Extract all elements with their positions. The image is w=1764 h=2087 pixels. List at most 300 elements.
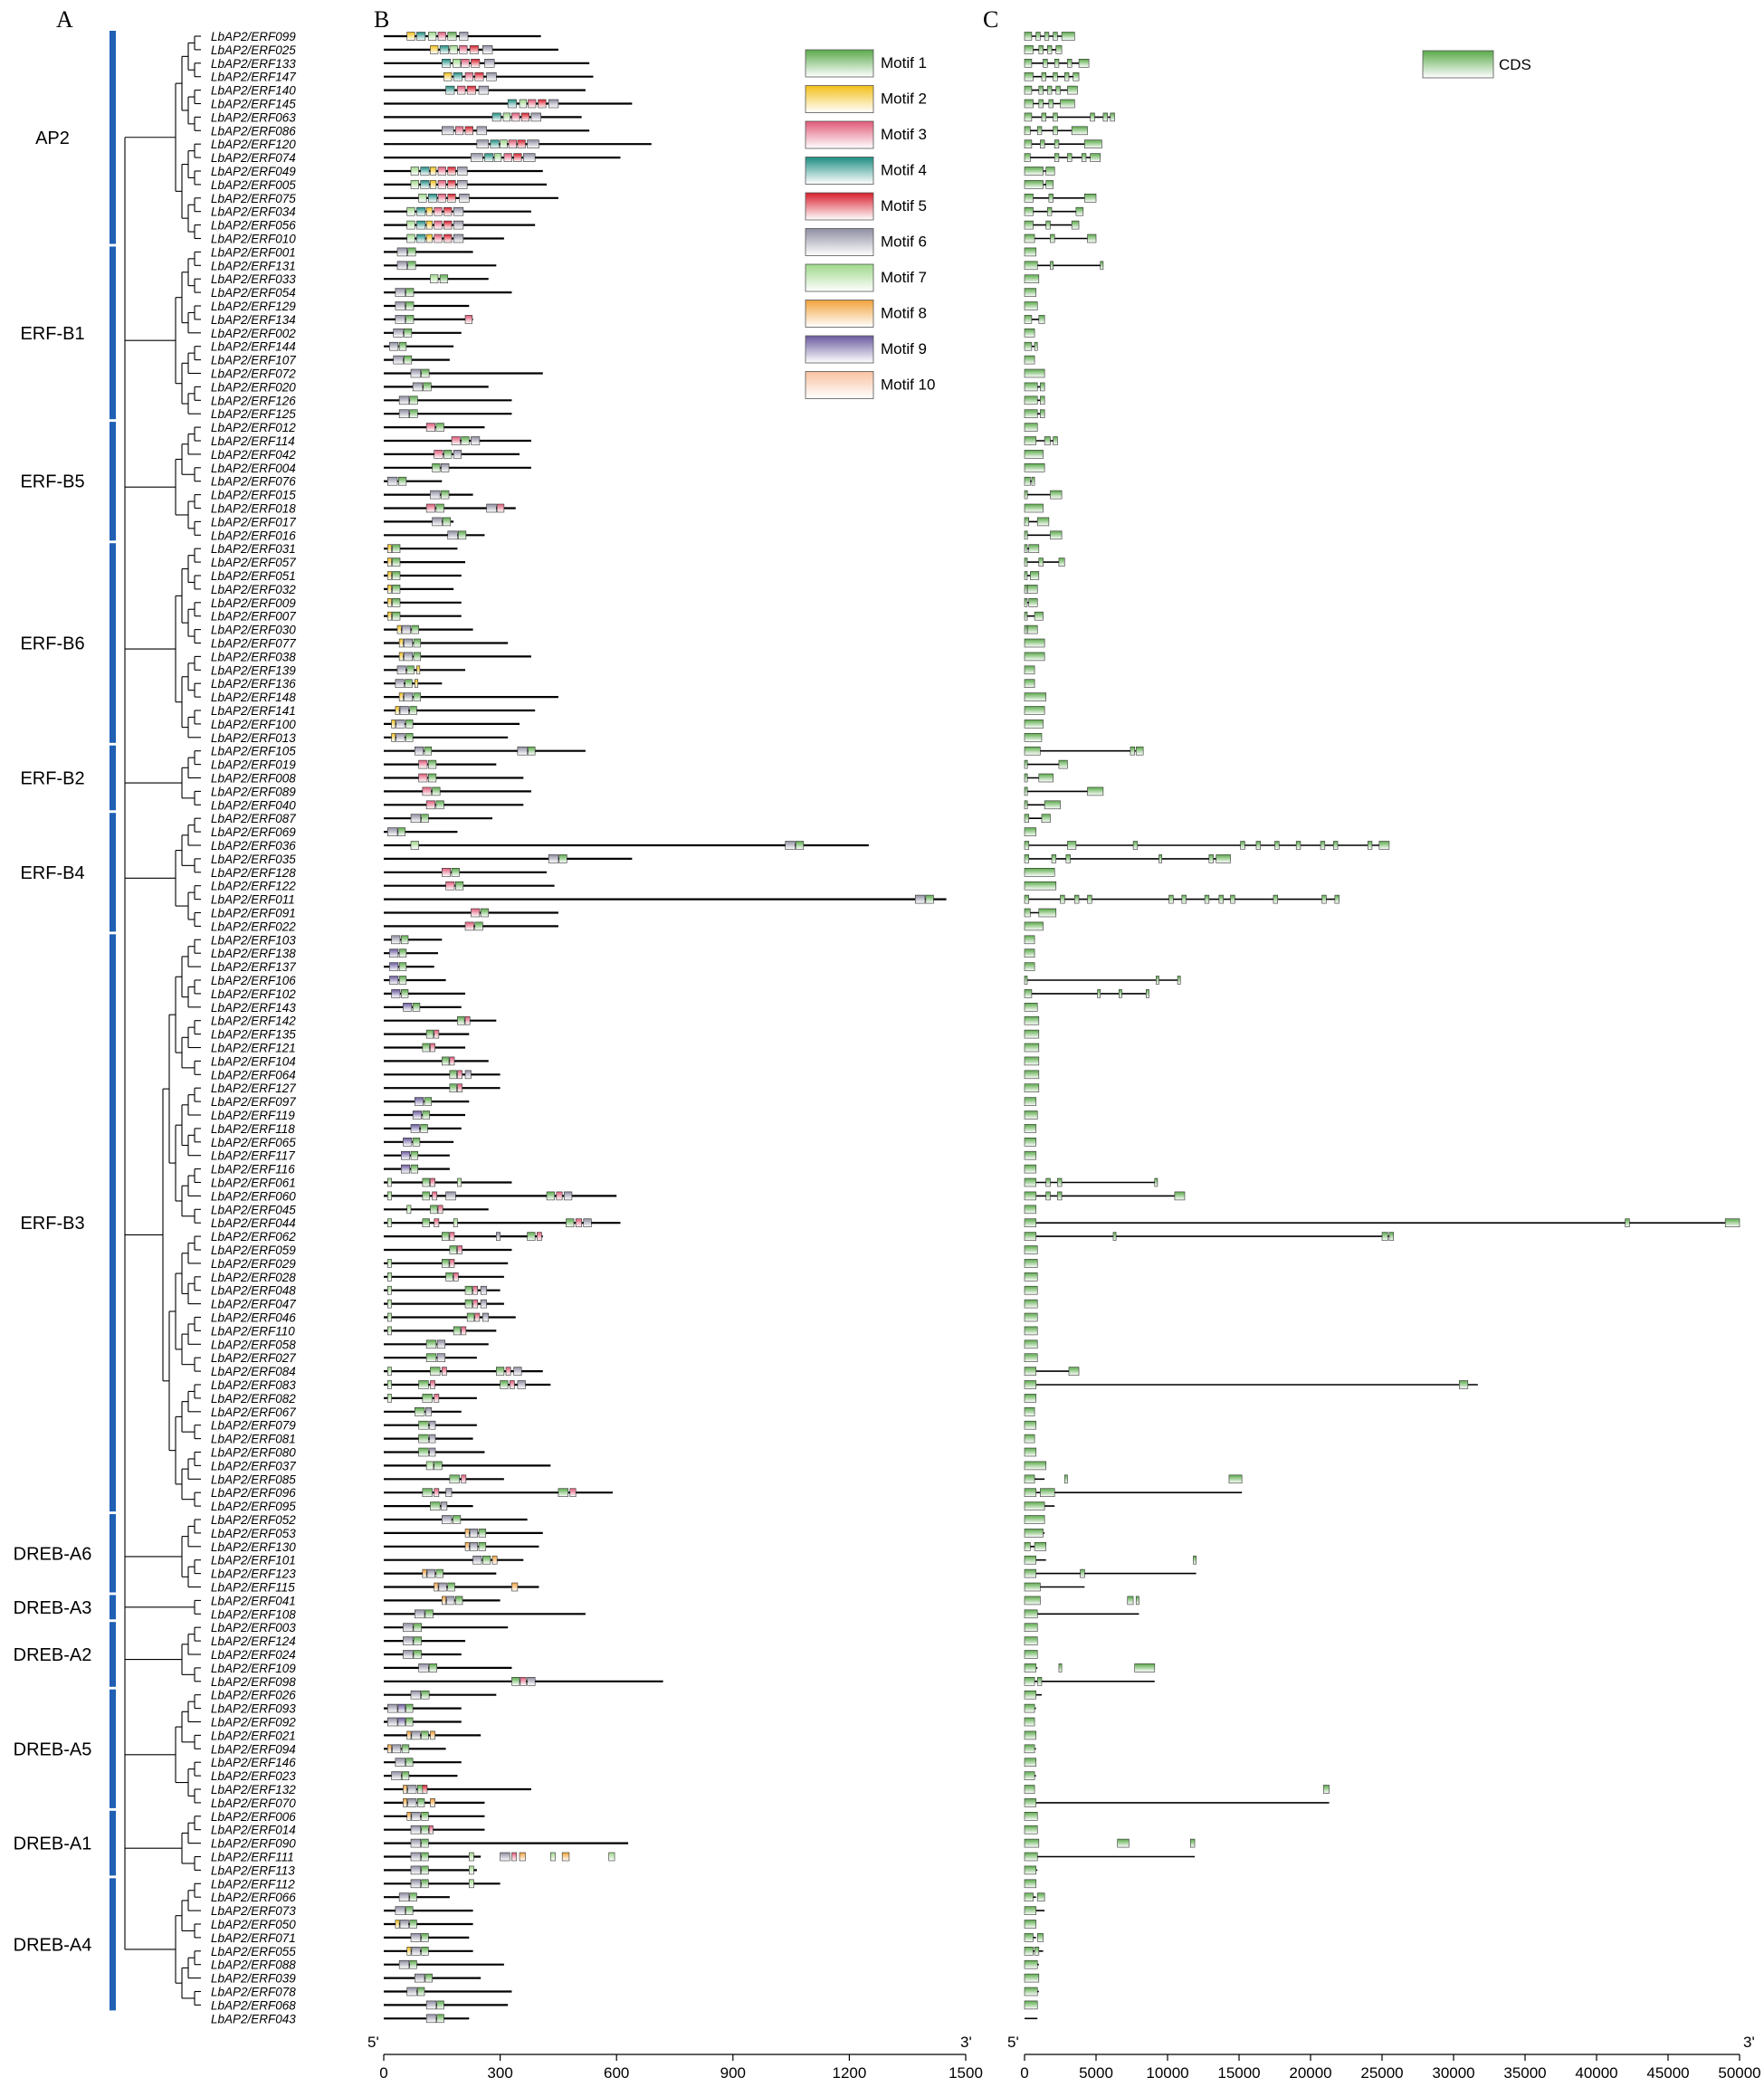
cds-box bbox=[1067, 842, 1075, 850]
motif-box-7 bbox=[411, 167, 419, 176]
motif-box-1 bbox=[410, 1893, 417, 1901]
gene-label: LbAP2/ERF069 bbox=[211, 825, 296, 840]
cds-box bbox=[1136, 1596, 1139, 1605]
cds-box bbox=[1040, 396, 1044, 405]
motif-box-6 bbox=[457, 180, 467, 188]
gene-label: LbAP2/ERF104 bbox=[211, 1054, 296, 1069]
cds-box bbox=[1025, 558, 1027, 567]
cds-box bbox=[1072, 127, 1087, 135]
legend-swatch-9 bbox=[806, 336, 873, 363]
motif-box-1 bbox=[465, 1286, 472, 1294]
motif-box-2 bbox=[443, 72, 452, 81]
cds-box bbox=[1025, 424, 1037, 432]
motif-box-6 bbox=[411, 1866, 421, 1874]
motif-box-6 bbox=[411, 1825, 421, 1834]
motif-box-1 bbox=[458, 531, 466, 539]
motif-box-6 bbox=[399, 1960, 409, 1968]
cds-box bbox=[1025, 1772, 1035, 1780]
motif-box-1 bbox=[407, 666, 415, 674]
motif-box-1 bbox=[566, 1219, 574, 1227]
gene-label: LbAP2/ERF057 bbox=[211, 556, 296, 570]
cds-box bbox=[1178, 977, 1180, 985]
motif-box-6 bbox=[411, 815, 421, 823]
cds-box bbox=[1025, 1624, 1037, 1632]
legend-swatch-4 bbox=[806, 157, 873, 185]
cds-box bbox=[1037, 1677, 1042, 1685]
motif-box-7 bbox=[407, 221, 415, 229]
motif-box-1 bbox=[426, 1030, 434, 1038]
motif-box-6 bbox=[403, 1624, 413, 1632]
cds-box bbox=[1025, 625, 1027, 634]
motif-box-1 bbox=[392, 612, 400, 620]
cds-box bbox=[1025, 936, 1035, 944]
motif-box-4 bbox=[453, 72, 462, 81]
motif-box-1 bbox=[423, 1394, 433, 1402]
motif-box-6 bbox=[584, 1219, 592, 1227]
gene-label: LbAP2/ERF145 bbox=[211, 97, 296, 111]
gene-label: LbAP2/ERF064 bbox=[211, 1068, 296, 1082]
cds-box bbox=[1025, 450, 1044, 458]
motif-box-3 bbox=[537, 1233, 541, 1241]
cds-box bbox=[1046, 180, 1054, 188]
cds-box bbox=[1025, 1421, 1036, 1429]
motif-box-6 bbox=[396, 289, 405, 297]
cds-box bbox=[1256, 842, 1261, 850]
cds-box bbox=[1025, 693, 1046, 701]
axis-b bbox=[367, 2034, 983, 2082]
motif-box-3 bbox=[457, 1071, 462, 1079]
cds-box bbox=[1039, 100, 1044, 108]
axis-b-tick-label: 1200 bbox=[832, 2064, 867, 2082]
gene-label: LbAP2/ERF115 bbox=[211, 1580, 295, 1595]
motif-box-6 bbox=[915, 895, 925, 903]
motif-box-1 bbox=[442, 1057, 449, 1065]
gene-label: LbAP2/ERF135 bbox=[211, 1027, 296, 1042]
cds-box bbox=[1025, 733, 1042, 741]
cds-box bbox=[1046, 1178, 1051, 1186]
motif-box-7 bbox=[450, 45, 458, 53]
motif-box-6 bbox=[442, 1516, 452, 1524]
cds-box bbox=[1025, 1246, 1037, 1254]
motif-box-8 bbox=[562, 1853, 569, 1861]
motif-box-7 bbox=[387, 1368, 391, 1376]
gene-label: LbAP2/ERF124 bbox=[211, 1634, 296, 1649]
motif-box-6 bbox=[396, 719, 405, 728]
motif-box-6 bbox=[786, 842, 796, 850]
motif-box-1 bbox=[475, 922, 483, 930]
motif-box-1 bbox=[392, 585, 400, 593]
gene-label: LbAP2/ERF081 bbox=[211, 1432, 296, 1446]
gene-label: LbAP2/ERF132 bbox=[211, 1783, 296, 1796]
motif-box-6 bbox=[496, 1233, 500, 1241]
motif-box-1 bbox=[405, 719, 413, 728]
cds-box bbox=[1025, 1111, 1037, 1120]
gene-label: LbAP2/ERF030 bbox=[211, 623, 296, 637]
cds-box bbox=[1275, 842, 1280, 850]
motif-box-1 bbox=[453, 1516, 461, 1524]
motif-box-6 bbox=[397, 666, 405, 674]
motif-box-6 bbox=[411, 1880, 421, 1888]
cds-box bbox=[1025, 1987, 1037, 1996]
cds-box bbox=[1025, 1448, 1036, 1456]
motif-box-1 bbox=[422, 1691, 430, 1699]
cds-box bbox=[1626, 1219, 1630, 1227]
legend-label: Motif 6 bbox=[881, 233, 928, 251]
motif-box-5 bbox=[443, 207, 452, 215]
motif-box-6 bbox=[482, 1313, 488, 1321]
gene-label: LbAP2/ERF024 bbox=[211, 1648, 296, 1662]
motif-box-3 bbox=[511, 113, 520, 121]
cds-box bbox=[1209, 854, 1214, 862]
motif-box-6 bbox=[441, 1502, 446, 1510]
gene-label: LbAP2/ERF143 bbox=[211, 1000, 296, 1015]
axis-b-tick-label: 300 bbox=[487, 2064, 513, 2082]
motif-box-7 bbox=[453, 1219, 457, 1227]
motif-box-6 bbox=[403, 1637, 413, 1645]
motif-box-1 bbox=[429, 1663, 437, 1672]
cds-box bbox=[1025, 1920, 1036, 1929]
gene-label: LbAP2/ERF118 bbox=[211, 1121, 295, 1136]
cds-box bbox=[1025, 113, 1032, 121]
motif-box-1 bbox=[425, 1610, 434, 1618]
motif-box-3 bbox=[423, 787, 431, 796]
motif-box-1 bbox=[402, 1745, 409, 1753]
motif-box-3 bbox=[509, 140, 517, 148]
cds-box bbox=[1025, 194, 1033, 202]
cds-box bbox=[1027, 625, 1037, 634]
motif-box-8 bbox=[387, 1745, 391, 1753]
cds-box bbox=[1035, 342, 1037, 350]
cds-box bbox=[1155, 1178, 1158, 1186]
cds-box bbox=[1025, 707, 1044, 715]
motif-box-8 bbox=[430, 1731, 434, 1739]
cds-box bbox=[1193, 1556, 1196, 1564]
gene-label: LbAP2/ERF072 bbox=[211, 367, 296, 381]
motif-box-1 bbox=[528, 747, 535, 755]
cds-box bbox=[1025, 1407, 1035, 1415]
gene-label: LbAP2/ERF032 bbox=[211, 582, 296, 596]
motif-box-9 bbox=[389, 977, 397, 985]
motif-box-6 bbox=[415, 747, 423, 755]
gene-label: LbAP2/ERF007 bbox=[211, 609, 296, 624]
cds-box bbox=[1321, 842, 1325, 850]
motif-box-3 bbox=[434, 1489, 439, 1497]
cds-box bbox=[1025, 1233, 1036, 1241]
cds-box bbox=[1025, 1542, 1030, 1550]
motif-box-1 bbox=[405, 1704, 413, 1712]
gene-label: LbAP2/ERF042 bbox=[211, 447, 296, 462]
cds-box bbox=[1088, 895, 1092, 903]
cds-box bbox=[1064, 1475, 1067, 1483]
motif-box-2 bbox=[426, 234, 432, 243]
cds-box bbox=[1025, 289, 1036, 297]
motif-box-3 bbox=[450, 1057, 454, 1065]
cds-box bbox=[1136, 747, 1143, 755]
cds-box bbox=[1025, 383, 1037, 391]
motif-box-3 bbox=[430, 1044, 434, 1052]
motif-box-8 bbox=[465, 1529, 469, 1537]
gene-label: LbAP2/ERF089 bbox=[211, 785, 296, 799]
motif-box-6 bbox=[387, 1704, 397, 1712]
motif-box-5 bbox=[470, 45, 478, 53]
motif-box-3 bbox=[576, 1219, 581, 1227]
motif-box-7 bbox=[501, 140, 508, 148]
gene-label: LbAP2/ERF091 bbox=[211, 906, 296, 920]
cds-box bbox=[1025, 140, 1032, 148]
cds-box bbox=[1039, 315, 1044, 323]
gene-label: LbAP2/ERF006 bbox=[211, 1809, 296, 1824]
cds-box bbox=[1025, 909, 1030, 917]
motif-box-5 bbox=[539, 100, 547, 108]
gene-label: LbAP2/ERF040 bbox=[211, 798, 296, 813]
motif-box-1 bbox=[496, 1368, 504, 1376]
motif-box-5 bbox=[448, 180, 456, 188]
motif-box-2 bbox=[430, 45, 438, 53]
cds-box bbox=[1025, 154, 1030, 162]
motif-box-1 bbox=[414, 639, 421, 647]
motif-box-7 bbox=[387, 1300, 391, 1308]
cds-box bbox=[1175, 1192, 1185, 1200]
group-bar bbox=[110, 934, 116, 1511]
legend-swatch-1 bbox=[806, 50, 873, 77]
cds-box bbox=[1190, 1839, 1195, 1847]
motif-box-1 bbox=[398, 828, 405, 836]
motif-box-1 bbox=[455, 881, 463, 890]
motif-box-6 bbox=[453, 221, 463, 229]
gene-label: LbAP2/ERF108 bbox=[211, 1607, 296, 1622]
motif-box-5 bbox=[514, 154, 522, 162]
group-bar bbox=[110, 1595, 116, 1619]
cds-box bbox=[1025, 45, 1033, 53]
motif-box-2 bbox=[396, 1920, 399, 1929]
cds-box bbox=[1040, 383, 1044, 391]
cds-box bbox=[1025, 410, 1037, 418]
gene-label: LbAP2/ERF123 bbox=[211, 1567, 296, 1581]
group-label: DREB-A3 bbox=[13, 1597, 92, 1618]
motif-box-2 bbox=[399, 639, 403, 647]
cds-box bbox=[1025, 1516, 1044, 1524]
cds-box bbox=[1076, 207, 1083, 215]
cds-box bbox=[1025, 167, 1044, 176]
motif-box-1 bbox=[455, 1596, 462, 1605]
motif-box-6 bbox=[399, 410, 409, 418]
cds-box bbox=[1323, 1786, 1329, 1794]
motif-box-1 bbox=[399, 977, 406, 985]
cds-box bbox=[1333, 842, 1338, 850]
motif-box-2 bbox=[387, 572, 391, 580]
motif-box-3 bbox=[471, 909, 479, 917]
motif-box-3 bbox=[497, 504, 504, 512]
group-bar bbox=[110, 1622, 116, 1687]
cds-box bbox=[1025, 180, 1044, 188]
motif-box-7 bbox=[407, 234, 415, 243]
motif-box-2 bbox=[430, 180, 435, 188]
cds-box bbox=[1030, 572, 1038, 580]
cds-box bbox=[1025, 868, 1054, 876]
motif-box-1 bbox=[405, 733, 413, 741]
motif-box-1 bbox=[408, 262, 416, 270]
cds-box bbox=[1025, 248, 1036, 256]
motif-box-1 bbox=[479, 1529, 486, 1537]
motif-box-1 bbox=[392, 558, 400, 567]
motif-box-6 bbox=[392, 1745, 400, 1753]
motif-box-1 bbox=[428, 774, 436, 782]
motif-box-6 bbox=[411, 1839, 421, 1847]
cds-box bbox=[1725, 1219, 1740, 1227]
motif-box-2 bbox=[407, 33, 415, 41]
motif-box-1 bbox=[411, 1151, 418, 1159]
motif-box-7 bbox=[550, 1853, 555, 1861]
legend-swatch-8 bbox=[806, 300, 873, 328]
motif-box-4 bbox=[416, 33, 424, 41]
gene-label: LbAP2/ERF052 bbox=[211, 1513, 296, 1527]
motif-box-3 bbox=[506, 1368, 510, 1376]
motif-box-6 bbox=[404, 639, 412, 647]
cds-box bbox=[1025, 1475, 1035, 1483]
motif-box-6 bbox=[487, 72, 497, 81]
cds-box bbox=[1025, 1960, 1037, 1968]
motif-box-3 bbox=[430, 1178, 434, 1186]
cds-box bbox=[1040, 1489, 1054, 1497]
gene-label: LbAP2/ERF037 bbox=[211, 1459, 296, 1473]
cds-box bbox=[1025, 1825, 1037, 1834]
cds-box bbox=[1040, 410, 1044, 418]
cds-box bbox=[1039, 45, 1044, 53]
gene-label: LbAP2/ERF130 bbox=[211, 1539, 296, 1554]
axis-c-tick-label: 25000 bbox=[1360, 2064, 1404, 2082]
motif-box-1 bbox=[414, 693, 421, 701]
cds-box bbox=[1082, 154, 1086, 162]
cds-box bbox=[1069, 1368, 1079, 1376]
motif-box-6 bbox=[523, 154, 535, 162]
motif-box-6 bbox=[412, 1731, 420, 1739]
motif-box-7 bbox=[407, 1206, 411, 1214]
gene-label: LbAP2/ERF102 bbox=[211, 986, 296, 1001]
gene-label: LbAP2/ERF097 bbox=[211, 1095, 296, 1110]
motif-box-6 bbox=[548, 854, 558, 862]
cds-box bbox=[1025, 72, 1033, 81]
motif-box-6 bbox=[437, 1354, 445, 1362]
motif-box-1 bbox=[423, 1192, 430, 1200]
gene-label: LbAP2/ERF054 bbox=[211, 286, 296, 300]
cds-box bbox=[1054, 33, 1058, 41]
motif-box-1 bbox=[423, 1219, 430, 1227]
axis-b-tick-label: 900 bbox=[720, 2064, 746, 2082]
cds-box bbox=[1079, 59, 1089, 67]
motif-box-1 bbox=[424, 383, 432, 391]
gene-label: LbAP2/ERF125 bbox=[211, 407, 296, 422]
motif-box-6 bbox=[411, 1933, 421, 1941]
legend-swatch-7 bbox=[806, 264, 873, 291]
motif-box-3 bbox=[450, 1233, 454, 1241]
gene-label: LbAP2/ERF036 bbox=[211, 839, 296, 853]
motif-box-1 bbox=[559, 854, 567, 862]
motif-box-3 bbox=[465, 1016, 470, 1024]
motif-box-1 bbox=[417, 1987, 424, 1996]
motif-box-1 bbox=[399, 949, 406, 958]
group-label: ERF-B2 bbox=[20, 768, 85, 789]
motif-box-3 bbox=[473, 1300, 478, 1308]
cds-box bbox=[1039, 558, 1044, 567]
legend-label: Motif 4 bbox=[881, 161, 928, 179]
gene-label: LbAP2/ERF060 bbox=[211, 1189, 296, 1204]
gene-label: LbAP2/ERF023 bbox=[211, 1769, 296, 1784]
motif-box-2 bbox=[397, 625, 401, 634]
motif-box-6 bbox=[460, 194, 470, 202]
cds-box bbox=[1389, 1233, 1394, 1241]
motif-box-6 bbox=[389, 342, 397, 350]
axis-c-tick-label: 0 bbox=[1020, 2064, 1029, 2082]
gene-label: LbAP2/ERF076 bbox=[211, 474, 296, 489]
motif-box-1 bbox=[422, 1853, 429, 1861]
motif-box-2 bbox=[392, 733, 396, 741]
cds-box bbox=[1044, 33, 1049, 41]
motif-box-3 bbox=[442, 868, 450, 876]
cds-box bbox=[1025, 719, 1044, 728]
motif-box-6 bbox=[397, 248, 407, 256]
cds-box bbox=[1025, 1663, 1036, 1672]
cds-box bbox=[1025, 680, 1035, 688]
gene-label: LbAP2/ERF078 bbox=[211, 1985, 296, 1999]
motif-box-6 bbox=[548, 100, 558, 108]
motif-box-1 bbox=[426, 1354, 436, 1362]
motif-box-1 bbox=[426, 1340, 436, 1348]
cds-box bbox=[1025, 977, 1027, 985]
motif-box-3 bbox=[450, 1259, 454, 1267]
motif-box-6 bbox=[446, 1489, 452, 1497]
gene-label: LbAP2/ERF065 bbox=[211, 1135, 296, 1149]
motif-box-6 bbox=[387, 828, 397, 836]
cds-box bbox=[1088, 234, 1096, 243]
motif-box-1 bbox=[408, 248, 416, 256]
cds-box bbox=[1025, 1651, 1037, 1659]
motif-box-1 bbox=[392, 572, 400, 580]
cds-box bbox=[1025, 356, 1035, 364]
gene-label: LbAP2/ERF043 bbox=[211, 2012, 296, 2026]
motif-box-3 bbox=[570, 1489, 576, 1497]
motif-box-1 bbox=[415, 1407, 424, 1415]
motif-box-5 bbox=[471, 59, 479, 67]
cds-box bbox=[1025, 1556, 1036, 1564]
motif-box-6 bbox=[430, 491, 440, 499]
cds-box bbox=[1025, 1691, 1036, 1699]
motif-box-4 bbox=[421, 180, 429, 188]
cds-box bbox=[1025, 1718, 1035, 1726]
panel-c-label: C bbox=[983, 6, 999, 33]
cds-box bbox=[1057, 1178, 1062, 1186]
motif-box-1 bbox=[422, 1947, 429, 1955]
motif-box-4 bbox=[491, 140, 499, 148]
motif-box-7 bbox=[453, 59, 461, 67]
cds-box bbox=[1025, 437, 1036, 445]
motif-box-3 bbox=[438, 167, 446, 176]
motif-box-6 bbox=[396, 733, 405, 741]
motif-box-7 bbox=[387, 1286, 391, 1294]
gene-label: LbAP2/ERF084 bbox=[211, 1365, 296, 1379]
motif-box-6 bbox=[411, 369, 421, 377]
gene-label: LbAP2/ERF074 bbox=[211, 151, 296, 166]
gene-label: LbAP2/ERF107 bbox=[211, 353, 296, 367]
gene-label: LbAP2/ERF144 bbox=[211, 339, 296, 354]
legend-swatch-5 bbox=[806, 193, 873, 220]
gene-label: LbAP2/ERF056 bbox=[211, 218, 296, 233]
motif-box-6 bbox=[419, 1663, 429, 1672]
motif-box-9 bbox=[398, 1704, 405, 1712]
cds-box bbox=[1066, 854, 1071, 862]
cds-box bbox=[1025, 1381, 1036, 1389]
legend-label: Motif 3 bbox=[881, 126, 928, 143]
legend-label: Motif 5 bbox=[881, 197, 928, 214]
